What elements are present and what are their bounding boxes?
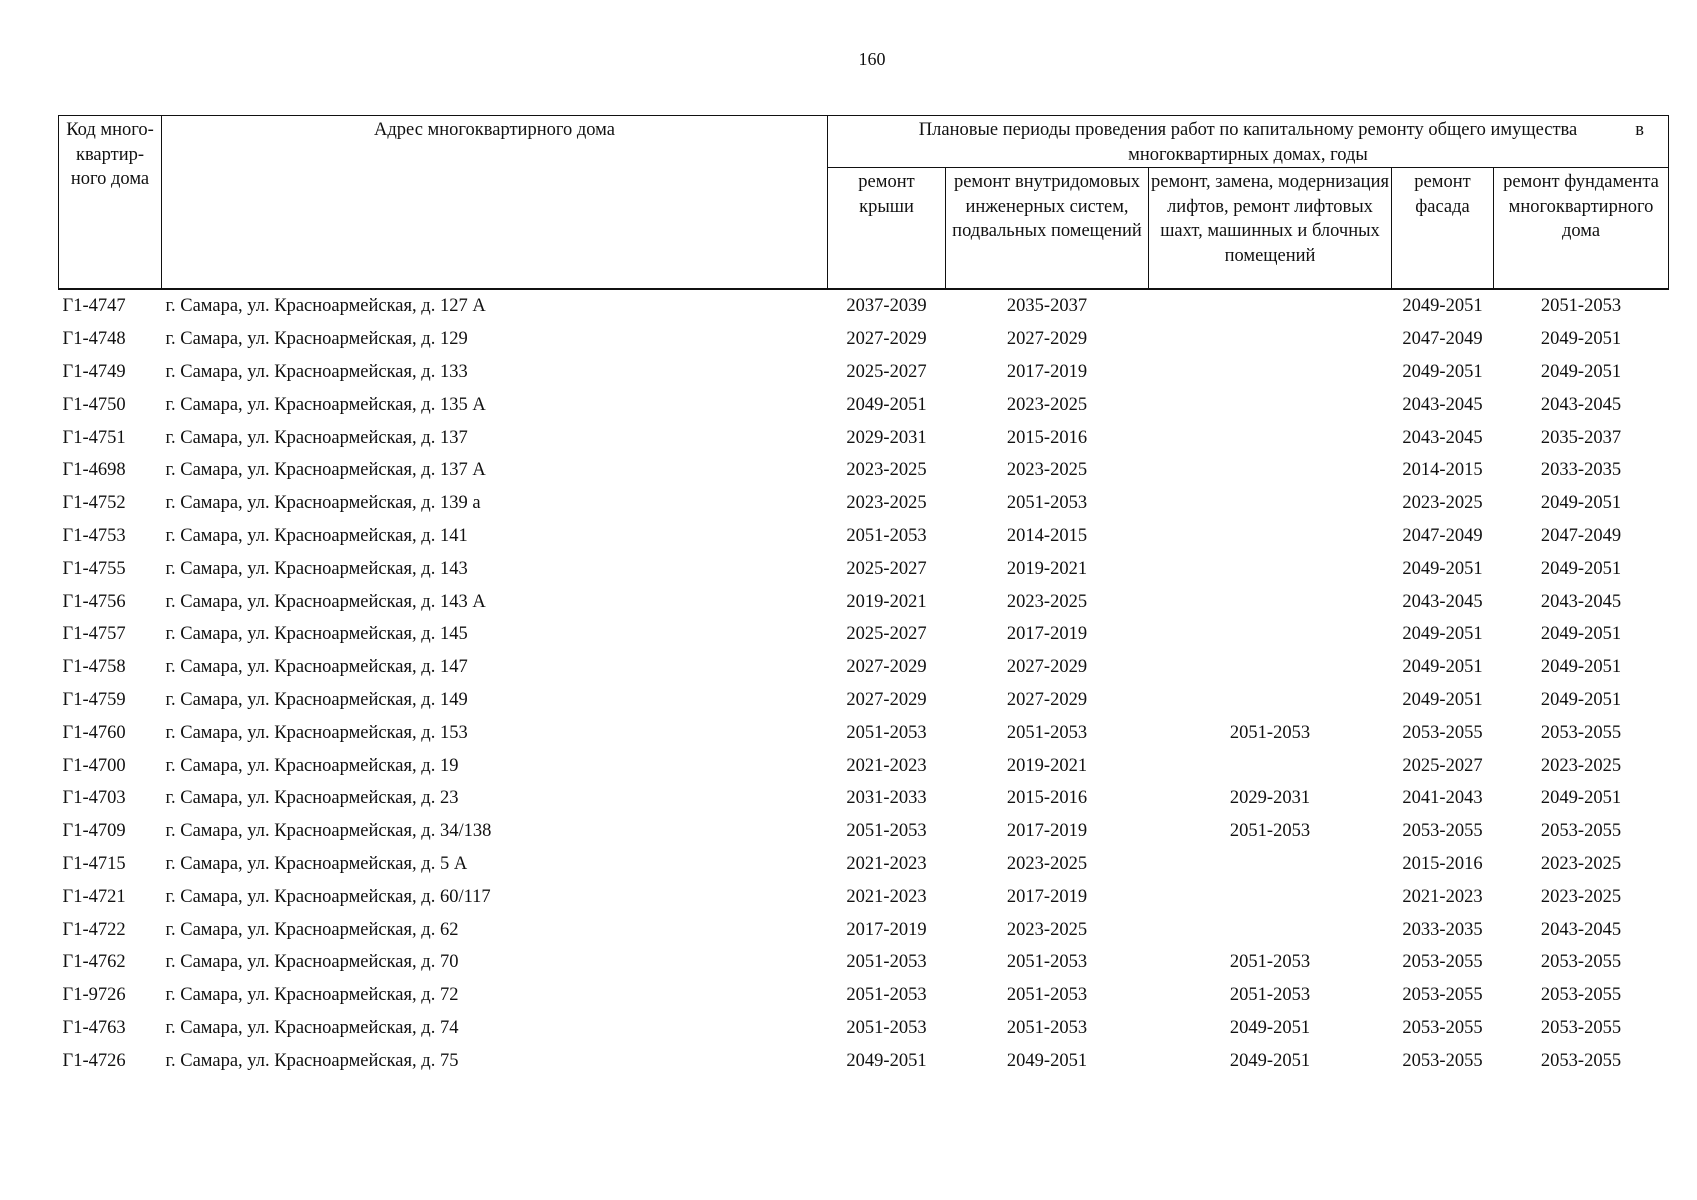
cell-code: Г1-4700 — [62, 755, 126, 776]
cell-lifts — [1149, 848, 1392, 881]
table-row — [59, 979, 1669, 1012]
cell-facade: 2053-2055 — [1402, 985, 1483, 1006]
header-facade: ремонт фасада — [1392, 168, 1494, 290]
cell-lifts: 2051-2053 — [1229, 821, 1311, 842]
cell-systems: 2023-2025 — [1006, 394, 1088, 415]
cell-address: г. Самара, ул. Красноармейская, д. 137 — [165, 427, 468, 448]
cell-systems: 2027-2029 — [1006, 657, 1088, 678]
cell-address: г. Самара, ул. Красноармейская, д. 147 — [165, 657, 468, 678]
cell-foundation: 2051-2053 — [1540, 296, 1622, 317]
cell-lifts — [1149, 585, 1392, 618]
cell-foundation: 2049-2051 — [1540, 689, 1622, 710]
cell-systems: 2051-2053 — [1006, 722, 1088, 743]
cell-code: Г1-4752 — [62, 493, 126, 514]
cell-lifts — [1149, 356, 1392, 389]
cell-facade: 2053-2055 — [1402, 821, 1483, 842]
cell-roof: 2051-2053 — [846, 821, 927, 842]
cell-facade: 2047-2049 — [1402, 525, 1483, 546]
cell-systems: 2051-2053 — [1006, 952, 1088, 973]
cell-code: Г1-4698 — [62, 460, 126, 481]
header-address: Адрес многоквартирного дома — [162, 116, 828, 290]
table-row — [59, 520, 1669, 553]
cell-address: г. Самара, ул. Красноармейская, д. 127 А — [165, 296, 486, 317]
header-code: Код много-квартир-ного дома — [59, 116, 162, 290]
cell-address: г. Самара, ул. Красноармейская, д. 72 — [165, 985, 459, 1006]
cell-facade: 2015-2016 — [1402, 853, 1483, 874]
cell-facade: 2053-2055 — [1402, 952, 1483, 973]
cell-code: Г1-4759 — [62, 689, 126, 710]
table-row — [59, 1044, 1669, 1077]
cell-lifts — [1149, 520, 1392, 553]
cell-foundation: 2053-2055 — [1540, 985, 1622, 1006]
cell-address: г. Самара, ул. Красноармейская, д. 145 — [165, 624, 468, 645]
table-body — [59, 289, 1669, 1077]
cell-facade: 2041-2043 — [1402, 788, 1483, 809]
cell-systems: 2035-2037 — [1006, 296, 1088, 317]
cell-facade: 2049-2051 — [1402, 296, 1483, 317]
cell-foundation: 2049-2051 — [1540, 329, 1622, 350]
cell-code: Г1-4709 — [62, 821, 126, 842]
table-row — [59, 421, 1669, 454]
cell-lifts — [1149, 487, 1392, 520]
cell-code: Г1-4749 — [62, 361, 126, 382]
cell-code: Г1-9726 — [62, 985, 126, 1006]
cell-code: Г1-4750 — [62, 394, 126, 415]
cell-lifts — [1149, 454, 1392, 487]
cell-facade: 2043-2045 — [1402, 394, 1483, 415]
cell-systems: 2051-2053 — [1006, 493, 1088, 514]
cell-roof: 2021-2023 — [846, 886, 927, 907]
cell-facade: 2014-2015 — [1402, 460, 1483, 481]
cell-address: г. Самара, ул. Красноармейская, д. 5 А — [165, 853, 468, 874]
cell-foundation: 2047-2049 — [1540, 525, 1622, 546]
cell-systems: 2017-2019 — [1006, 821, 1088, 842]
table-row — [59, 487, 1669, 520]
cell-lifts — [1149, 289, 1392, 323]
cell-code: Г1-4722 — [62, 919, 126, 940]
cell-address: г. Самара, ул. Красноармейская, д. 23 — [165, 788, 459, 809]
cell-roof: 2021-2023 — [846, 755, 927, 776]
cell-lifts — [1149, 421, 1392, 454]
cell-roof: 2051-2053 — [846, 722, 927, 743]
cell-facade: 2043-2045 — [1402, 591, 1483, 612]
cell-foundation: 2049-2051 — [1540, 788, 1622, 809]
cell-facade: 2025-2027 — [1402, 755, 1483, 776]
cell-facade: 2043-2045 — [1402, 427, 1483, 448]
cell-facade: 2049-2051 — [1402, 624, 1483, 645]
header-periods-v: в — [1635, 120, 1645, 140]
header-periods — [828, 116, 1669, 168]
cell-address: г. Самара, ул. Красноармейская, д. 70 — [165, 952, 459, 973]
cell-lifts: 2049-2051 — [1229, 1017, 1311, 1038]
cell-address: г. Самара, ул. Красноармейская, д. 143 — [165, 558, 468, 579]
cell-facade: 2047-2049 — [1402, 329, 1483, 350]
table-row — [59, 815, 1669, 848]
cell-systems: 2023-2025 — [1006, 853, 1088, 874]
cell-systems: 2014-2015 — [1006, 525, 1088, 546]
cell-roof: 2023-2025 — [846, 493, 927, 514]
table-row — [59, 749, 1669, 782]
cell-code: Г1-4751 — [62, 427, 126, 448]
cell-lifts — [1149, 913, 1392, 946]
table-row — [59, 848, 1669, 881]
cell-foundation: 2053-2055 — [1540, 952, 1622, 973]
table-row — [59, 946, 1669, 979]
header-systems: ремонт внутридомовых инженерных систем, подвальных помещений — [946, 168, 1149, 290]
cell-foundation: 2053-2055 — [1540, 1050, 1622, 1071]
cell-code: Г1-4721 — [62, 886, 126, 907]
cell-code: Г1-4757 — [62, 624, 126, 645]
cell-address: г. Самара, ул. Красноармейская, д. 135 А — [165, 394, 486, 415]
cell-foundation: 2053-2055 — [1540, 722, 1622, 743]
cell-roof: 2049-2051 — [846, 394, 927, 415]
cell-roof: 2051-2053 — [846, 1017, 927, 1038]
cell-lifts — [1149, 618, 1392, 651]
cell-address: г. Самара, ул. Красноармейская, д. 34/138 — [165, 821, 492, 842]
cell-lifts — [1149, 323, 1392, 356]
cell-roof: 2023-2025 — [846, 460, 927, 481]
cell-roof: 2019-2021 — [846, 591, 927, 612]
cell-foundation: 2043-2045 — [1540, 591, 1622, 612]
table-row — [59, 684, 1669, 717]
cell-facade: 2049-2051 — [1402, 558, 1483, 579]
table-row — [59, 913, 1669, 946]
cell-address: г. Самара, ул. Красноармейская, д. 153 — [165, 722, 468, 743]
table-row — [59, 782, 1669, 815]
cell-systems: 2015-2016 — [1006, 427, 1088, 448]
cell-facade: 2053-2055 — [1402, 722, 1483, 743]
header-periods-line2: многоквартирных домах, годы — [1128, 144, 1368, 165]
cell-systems: 2023-2025 — [1006, 919, 1088, 940]
table-row — [59, 585, 1669, 618]
cell-address: г. Самара, ул. Красноармейская, д. 137 А — [165, 460, 486, 481]
cell-systems: 2019-2021 — [1006, 558, 1088, 579]
cell-lifts — [1149, 684, 1392, 717]
cell-roof: 2025-2027 — [846, 361, 927, 382]
cell-facade: 2049-2051 — [1402, 689, 1483, 710]
cell-roof: 2027-2029 — [846, 689, 927, 710]
cell-code: Г1-4753 — [62, 525, 126, 546]
cell-systems: 2017-2019 — [1006, 624, 1088, 645]
cell-lifts: 2029-2031 — [1229, 788, 1311, 809]
header-roof: ремонт крыши — [828, 168, 946, 290]
cell-lifts — [1149, 651, 1392, 684]
cell-facade: 2021-2023 — [1402, 886, 1483, 907]
cell-roof: 2029-2031 — [846, 427, 927, 448]
table-row — [59, 323, 1669, 356]
cell-roof: 2027-2029 — [846, 329, 927, 350]
cell-code: Г1-4748 — [62, 329, 126, 350]
cell-foundation: 2049-2051 — [1540, 361, 1622, 382]
cell-lifts: 2051-2053 — [1229, 952, 1311, 973]
cell-address: г. Самара, ул. Красноармейская, д. 139 а — [165, 493, 481, 514]
cell-foundation: 2053-2055 — [1540, 821, 1622, 842]
cell-roof: 2027-2029 — [846, 657, 927, 678]
cell-systems: 2017-2019 — [1006, 886, 1088, 907]
cell-foundation: 2023-2025 — [1540, 853, 1622, 874]
cell-code: Г1-4747 — [62, 296, 126, 317]
cell-roof: 2049-2051 — [846, 1050, 927, 1071]
cell-foundation: 2023-2025 — [1540, 755, 1622, 776]
cell-lifts — [1149, 749, 1392, 782]
table-row — [59, 651, 1669, 684]
cell-code: Г1-4760 — [62, 722, 126, 743]
table-row — [59, 356, 1669, 389]
cell-address: г. Самара, ул. Красноармейская, д. 19 — [165, 755, 459, 776]
cell-code: Г1-4715 — [62, 853, 126, 874]
cell-lifts: 2051-2053 — [1229, 985, 1311, 1006]
table-row — [59, 388, 1669, 421]
cell-systems: 2017-2019 — [1006, 361, 1088, 382]
repair-schedule-table — [58, 115, 1669, 1077]
cell-systems: 2027-2029 — [1006, 329, 1088, 350]
cell-roof: 2025-2027 — [846, 624, 927, 645]
cell-roof: 2017-2019 — [846, 919, 927, 940]
cell-facade: 2049-2051 — [1402, 657, 1483, 678]
cell-code: Г1-4758 — [62, 657, 126, 678]
cell-roof: 2037-2039 — [846, 296, 927, 317]
cell-address: г. Самара, ул. Красноармейская, д. 75 — [165, 1050, 459, 1071]
table-row — [59, 552, 1669, 585]
cell-facade: 2053-2055 — [1402, 1017, 1483, 1038]
cell-address: г. Самара, ул. Красноармейская, д. 133 — [165, 361, 468, 382]
cell-lifts: 2049-2051 — [1229, 1050, 1311, 1071]
cell-lifts — [1149, 880, 1392, 913]
header-lifts: ремонт, замена, модернизация лифтов, ремонт лифтовых шахт, машинных и блочных помещений — [1149, 168, 1392, 290]
cell-lifts — [1149, 552, 1392, 585]
cell-roof: 2051-2053 — [846, 985, 927, 1006]
cell-roof: 2051-2053 — [846, 952, 927, 973]
cell-systems: 2049-2051 — [1006, 1050, 1088, 1071]
cell-roof: 2031-2033 — [846, 788, 927, 809]
header-foundation: ремонт фундамента многоквартирного дома — [1494, 168, 1669, 290]
cell-foundation: 2043-2045 — [1540, 394, 1622, 415]
cell-facade: 2033-2035 — [1402, 919, 1483, 940]
cell-systems: 2023-2025 — [1006, 591, 1088, 612]
cell-code: Г1-4762 — [62, 952, 126, 973]
page-number: 160 — [858, 49, 886, 69]
cell-address: г. Самара, ул. Красноармейская, д. 60/117 — [165, 886, 491, 907]
table-row — [59, 289, 1669, 323]
header-periods-line1: Плановые периоды проведения работ по капитальному ремонту общего имущества — [918, 120, 1578, 140]
cell-foundation: 2053-2055 — [1540, 1017, 1622, 1038]
cell-lifts — [1149, 388, 1392, 421]
cell-systems: 2015-2016 — [1006, 788, 1088, 809]
cell-foundation: 2049-2051 — [1540, 493, 1622, 514]
cell-foundation: 2035-2037 — [1540, 427, 1622, 448]
cell-code: Г1-4756 — [62, 591, 126, 612]
cell-foundation: 2043-2045 — [1540, 919, 1622, 940]
cell-systems: 2023-2025 — [1006, 460, 1088, 481]
cell-systems: 2027-2029 — [1006, 689, 1088, 710]
cell-foundation: 2023-2025 — [1540, 886, 1622, 907]
cell-address: г. Самара, ул. Красноармейская, д. 149 — [165, 689, 468, 710]
table-row — [59, 618, 1669, 651]
cell-address: г. Самара, ул. Красноармейская, д. 74 — [165, 1017, 459, 1038]
table-row — [59, 1012, 1669, 1045]
cell-facade: 2053-2055 — [1402, 1050, 1483, 1071]
cell-code: Г1-4755 — [62, 558, 126, 579]
cell-foundation: 2049-2051 — [1540, 558, 1622, 579]
cell-roof: 2051-2053 — [846, 525, 927, 546]
cell-roof: 2025-2027 — [846, 558, 927, 579]
cell-systems: 2019-2021 — [1006, 755, 1088, 776]
cell-address: г. Самара, ул. Красноармейская, д. 141 — [165, 525, 468, 546]
cell-roof: 2021-2023 — [846, 853, 927, 874]
cell-code: Г1-4703 — [62, 788, 126, 809]
cell-lifts: 2051-2053 — [1229, 722, 1311, 743]
cell-foundation: 2049-2051 — [1540, 657, 1622, 678]
table-row — [59, 454, 1669, 487]
cell-code: Г1-4763 — [62, 1017, 126, 1038]
cell-facade: 2049-2051 — [1402, 361, 1483, 382]
cell-foundation: 2049-2051 — [1540, 624, 1622, 645]
cell-facade: 2023-2025 — [1402, 493, 1483, 514]
cell-address: г. Самара, ул. Красноармейская, д. 62 — [165, 919, 459, 940]
cell-address: г. Самара, ул. Красноармейская, д. 143 А — [165, 591, 486, 612]
cell-address: г. Самара, ул. Красноармейская, д. 129 — [165, 329, 468, 350]
cell-foundation: 2033-2035 — [1540, 460, 1622, 481]
cell-systems: 2051-2053 — [1006, 985, 1088, 1006]
table-row — [59, 880, 1669, 913]
cell-code: Г1-4726 — [62, 1050, 126, 1071]
table-row — [59, 716, 1669, 749]
cell-systems: 2051-2053 — [1006, 1017, 1088, 1038]
